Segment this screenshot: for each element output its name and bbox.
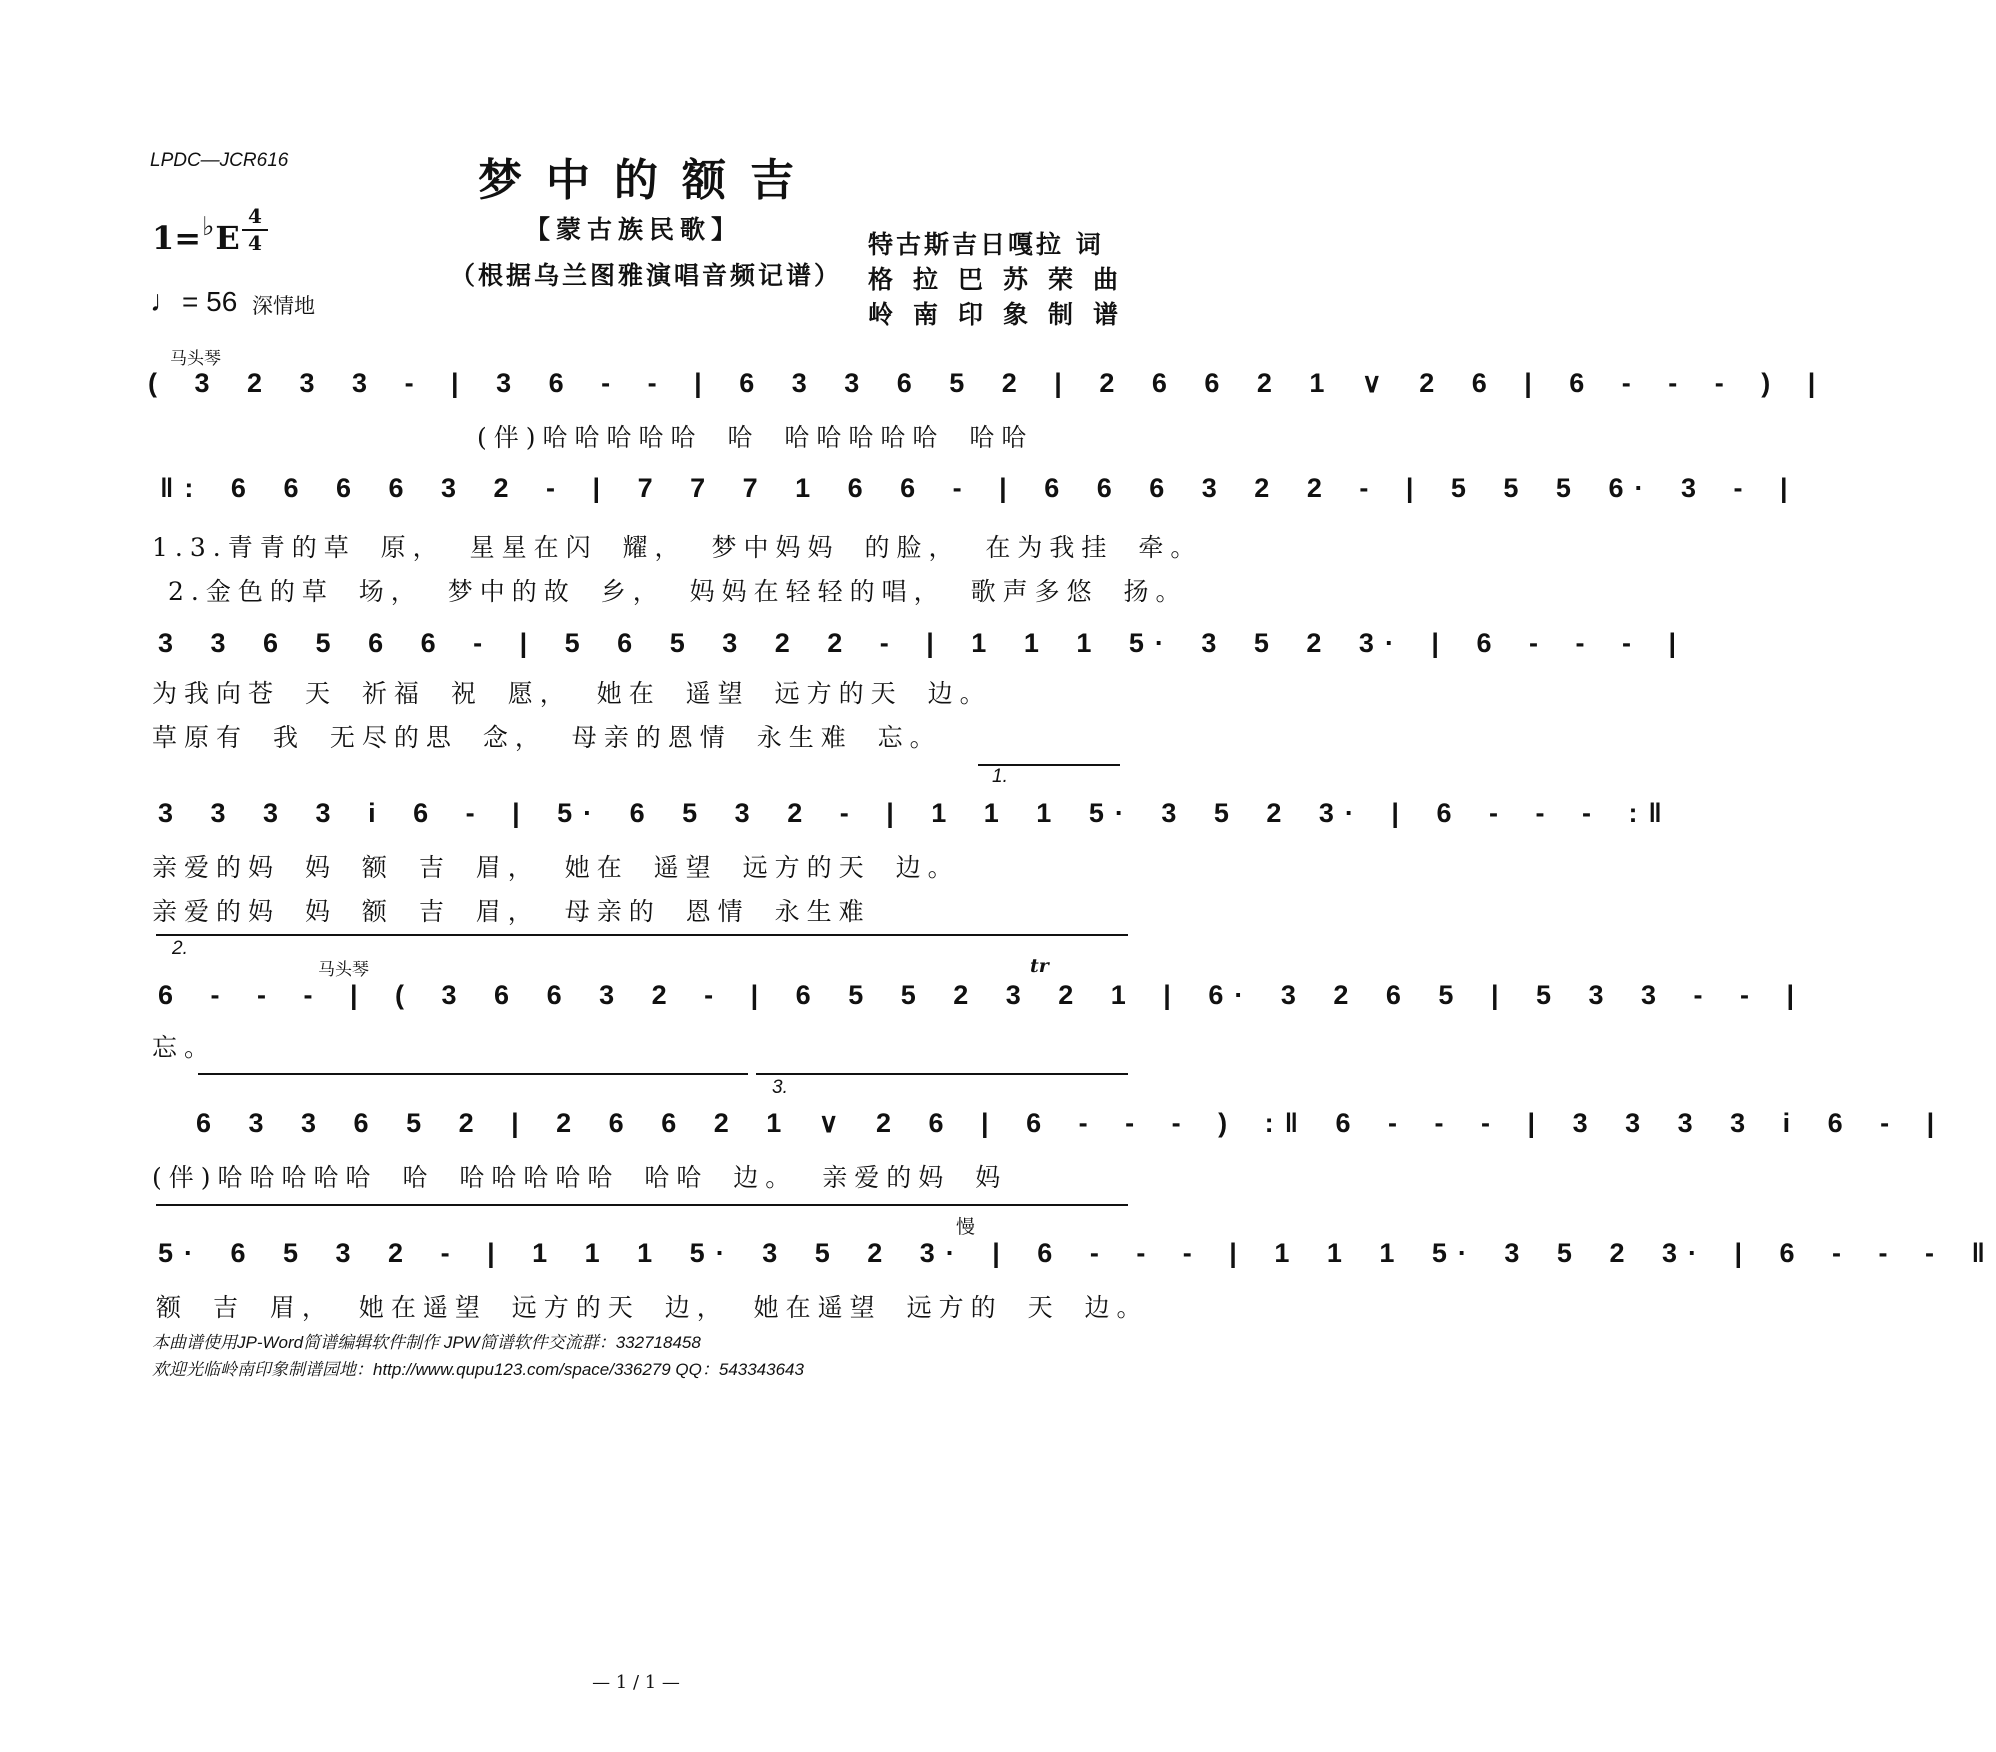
notation-row-coda: 5· 6 5 3 2 - | 1 1 1 5· 3 5 2 3· | 6 - - - | 1 1 1 5· 3 5 2 3· | 6 - - - ‖ [158, 1238, 1996, 1268]
tempo-change-mark: 慢 [956, 1216, 976, 1238]
notation-row-intro: ( 3 2 3 3 - | 3 6 - - | 6 3 3 6 5 2 | 2 6 6 2 1 ∨ 2 6 | 6 - - - ) | [148, 368, 1827, 398]
composer-credit: 格拉巴苏荣曲 [868, 265, 1139, 294]
time-signature [242, 206, 268, 254]
score-code: LPDC—JCR616 [150, 150, 289, 171]
volta-bracket [198, 1073, 748, 1075]
volta-label: 2. [172, 938, 188, 959]
transcription-source: （根据乌兰图雅演唱音频记谱） [450, 261, 843, 290]
lyric-line: 忘。 [152, 1033, 217, 1062]
page-number: — 1 / 1 — [592, 1672, 680, 1693]
volta-label: 1. [992, 766, 1008, 787]
tempo-value: = 56 [182, 286, 238, 317]
lyric-line: (伴)哈哈哈哈哈 哈 哈哈哈哈哈 哈哈 [477, 423, 1034, 452]
meter-top: 4 [248, 204, 262, 228]
lyric-line: 草原有 我 无尽的思 念， 母亲的恩情 永生难 忘。 [152, 723, 942, 752]
website-credit: 欢迎光临岭南印象制谱园地：http://www.qupu123.com/space/336279 QQ：543343643 [152, 1360, 804, 1379]
notation-row-verse-1: ‖: 6 6 6 6 3 2 - | 7 7 7 1 6 6 - | 6 6 6 3 2 2 - | 5 5 5 6· 3 - | [160, 473, 1799, 503]
song-genre: 【蒙古族民歌】 [525, 215, 743, 244]
song-title: 梦中的额吉 [478, 155, 818, 206]
flat-icon: ♭ [202, 212, 215, 242]
key-signature [152, 212, 240, 257]
expression-marking: 深情地 [252, 295, 315, 318]
lyric-line: 为我向苍 天 祈福 祝 愿， 她在 遥望 远方的天 边。 [152, 679, 992, 708]
lyricist-credit: 特古斯吉日嘎拉 词 [868, 230, 1104, 259]
lyric-line: 额 吉 眉， 她在遥望 远方的天 边， 她在遥望 远方的 天 边。 [156, 1293, 1149, 1322]
volta-bracket [756, 1073, 1128, 1075]
meter-bottom: 4 [248, 231, 262, 255]
lyric-line: (伴)哈哈哈哈哈 哈 哈哈哈哈哈 哈哈 边。 亲爱的妈 妈 [152, 1163, 1008, 1192]
quarter-note-icon: ♩ [150, 285, 180, 318]
lyric-line: 1.3.青青的草 原， 星星在闪 耀， 梦中妈妈 的脸， 在为我挂 牵。 [152, 533, 1203, 562]
tempo-marking [150, 285, 237, 319]
notation-row-interlude-2: 6 3 3 6 5 2 | 2 6 6 2 1 ∨ 2 6 | 6 - - - ) :‖ 6 - - - | 3 3 3 3 i 6 - | [196, 1108, 1946, 1138]
notation-row-interlude: 6 - - - | ( 3 6 6 3 2 - | 6 5 5 2 3 2 1 | 6· 3 2 6 5 | 5 3 3 - - | [158, 980, 1806, 1010]
arranger-credit: 岭南印象制谱 [868, 300, 1139, 329]
trill-mark: tr [1030, 955, 1049, 977]
lyric-line: 亲爱的妈 妈 额 吉 眉， 她在 遥望 远方的天 边。 [152, 853, 960, 882]
system-line [156, 1204, 1128, 1206]
lyric-line: 2.金色的草 场， 梦中的故 乡， 妈妈在轻轻的唱， 歌声多悠 扬。 [168, 577, 1188, 606]
lyric-line: 亲爱的妈 妈 额 吉 眉， 母亲的 恩情 永生难 [152, 897, 871, 926]
instrument-label: 马头琴 [170, 349, 221, 368]
key-prefix: 1= [152, 219, 202, 257]
instrument-label: 马头琴 [318, 960, 369, 979]
notation-row-verse-2: 3 3 6 5 6 6 - | 5 6 5 3 2 2 - | 1 1 1 5· 3 5 2 3· | 6 - - - | [158, 628, 1688, 658]
software-credit: 本曲谱使用JP-Word简谱编辑软件制作 JPW简谱软件交流群：332718458 [152, 1333, 701, 1352]
volta-label: 3. [772, 1077, 788, 1098]
volta-bracket [156, 934, 1128, 936]
notation-row-refrain: 3 3 3 3 i 6 - | 5· 6 5 3 2 - | 1 1 1 5· 3 5 2 3· | 6 - - - :‖ [158, 798, 1673, 828]
key-letter: E [215, 219, 240, 257]
